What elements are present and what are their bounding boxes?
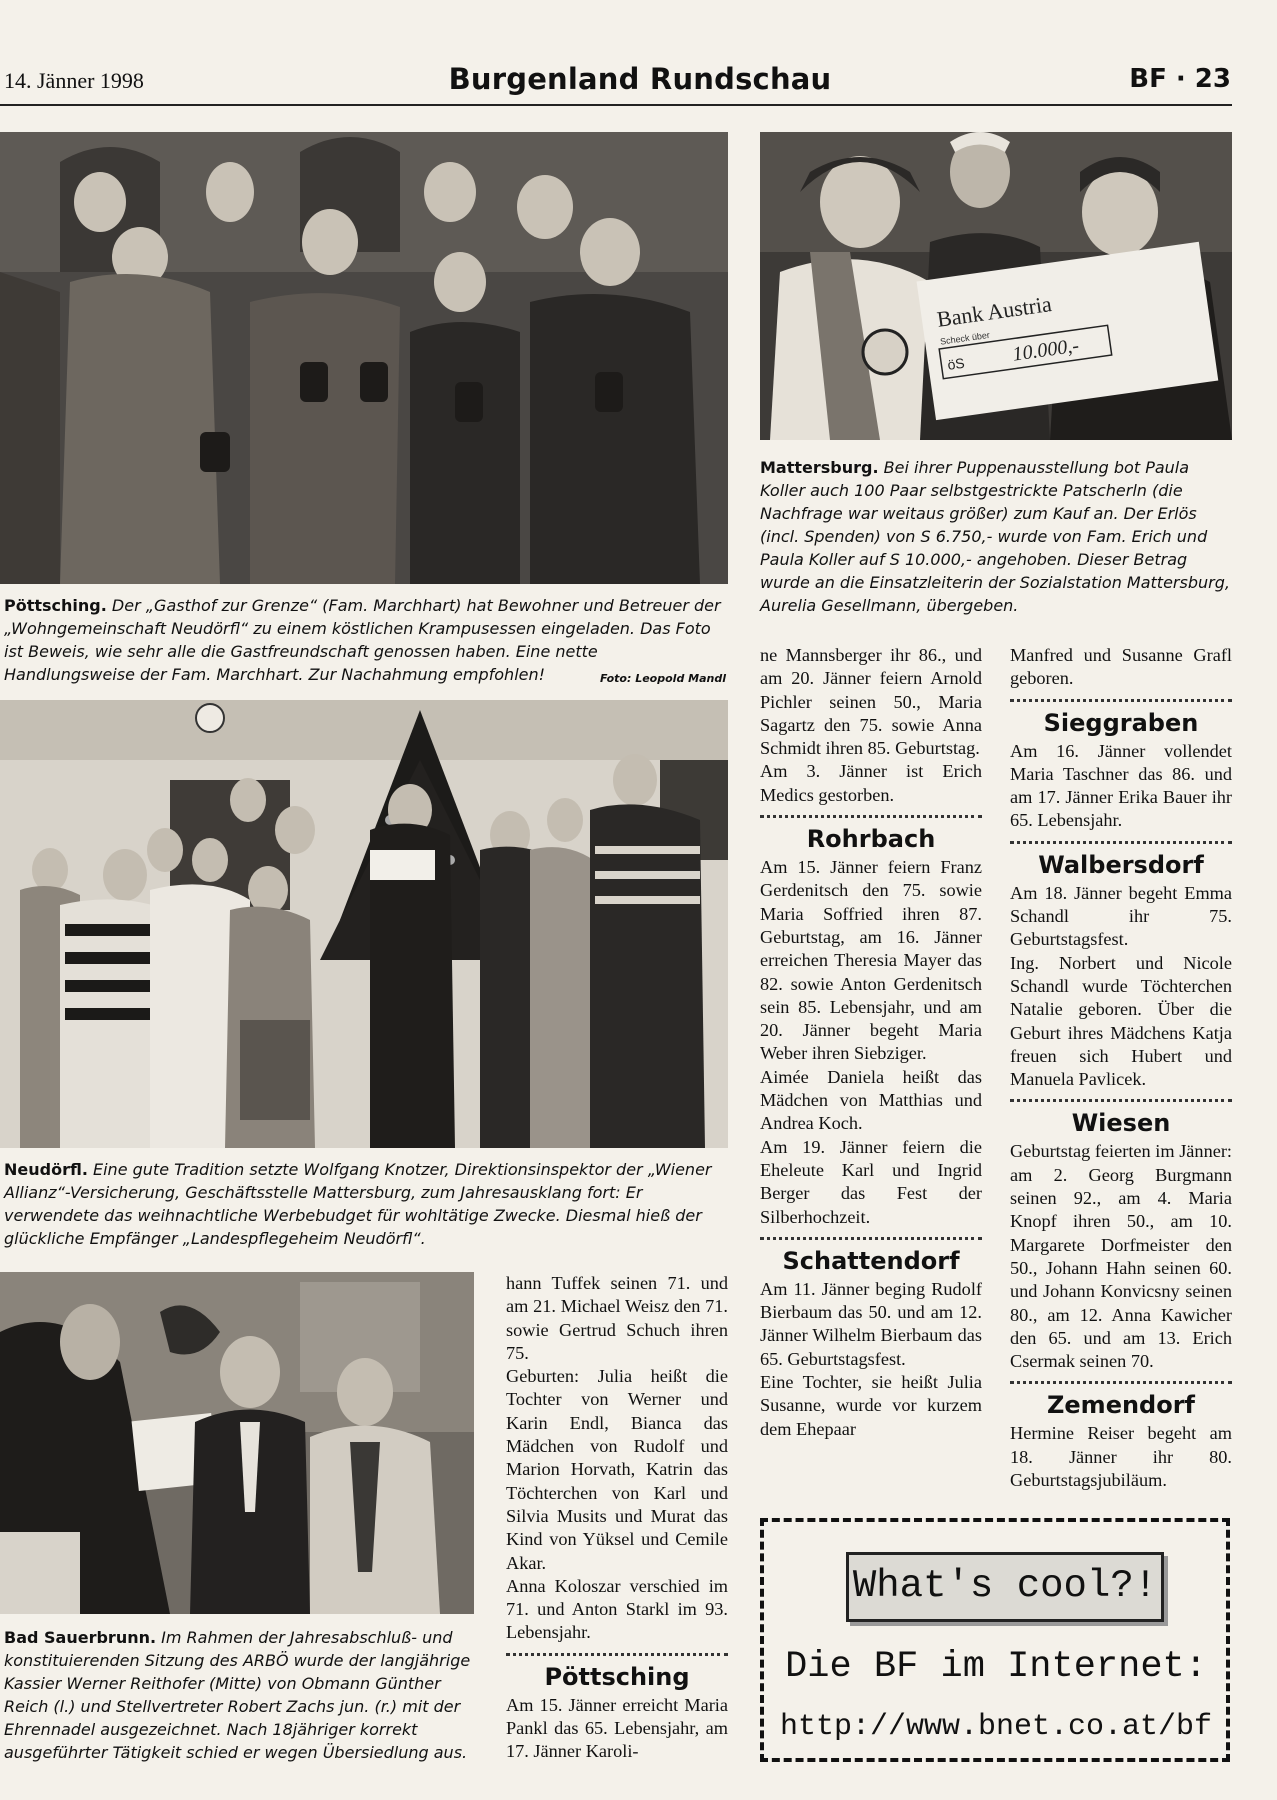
column-a — [506, 1272, 728, 1764]
ad-headline: Die BF im Internet: — [785, 1646, 1207, 1688]
caption-place: Pöttsching. — [4, 596, 107, 615]
caption-text: Im Rahmen der Jahresabschluß- und konstituierenden Sitzung des ARBÖ wurde der langjährige Kassier Werner Reithofer (Mitte) von Obmann Günther Reich (l.) und Stellvertreter Robert Zachs jun. (r.) mit der Ehrennadel ausgezeichnet. Nach 18jähriger korrekt ausgeführter Tätigkeit schied er wegen Übersiedlung aus. — [4, 1628, 471, 1762]
section-heading-zemendorf: Zemendorf — [1047, 1391, 1195, 1420]
column-c — [1010, 644, 1232, 1492]
internet-ad-box — [760, 1518, 1230, 1762]
poettsching-caption — [4, 594, 726, 690]
paragraph: Am 15. Jänner feiern Franz Gerdenitsch den 75. sowie Maria Soffried ihren 87. Geburtstag, am 16. Jänner erreichen Theresia Mayer das 82. sowie Anton Gerdenitsch sein 85. Lebensjahr, und am 20. Jänner begeht Maria Weber ihren Siebziger. — [760, 857, 982, 1064]
caption-text: Der „Gasthof zur Grenze“ (Fam. Marchhart) hat Bewohner und Betreuer der „Wohngemeinschaft Neudörfl“ zu einem köstlichen Krampusessen eingeladen. Das Foto ist Beweis, wie sehr alle die Gastfreundschaft genossen haben. Eine nette Handlungsweise der Fam. Marchhart. Zur Nachahmung empfohlen! — [4, 596, 721, 684]
bad-sauerbrunn-photo — [0, 1272, 474, 1614]
group-photo-icon — [0, 132, 728, 584]
paragraph: Am 19. Jänner feiern die Eheleute Karl und Ingrid Berger das Fest der Silberhochzeit. — [760, 1136, 982, 1227]
paragraph: Eine Tochter, sie heißt Julia Susanne, wurde vor kurzem dem Ehepaar — [760, 1372, 982, 1439]
cheque-photo-icon — [760, 132, 1232, 440]
section-divider — [1010, 699, 1232, 702]
section-divider — [1010, 1099, 1232, 1102]
paragraph: hann Tuffek seinen 71. und am 21. Michael Weisz den 71. sowie Gertrud Schuch ihren 75. — [506, 1273, 728, 1363]
section-divider — [1010, 1381, 1232, 1384]
paragraph: ne Mannsberger ihr 86., und am 20. Jänner feiern Arnold Pichler seinen 50., Maria Sagartz den 75. sowie Anna Schmidt ihren 85. Geburtstag. — [760, 645, 982, 759]
issue-date: 14. Jänner 1998 — [4, 68, 144, 93]
mattersburg-photo — [760, 132, 1232, 440]
photo-credit: Foto: Leopold Mandl — [599, 672, 726, 685]
paragraph: Am 11. Jänner beging Rudolf Bierbaum das 50. und am 12. Jänner Wilhelm Bierbaum das 65. Geburtstagsfest. — [760, 1278, 982, 1369]
section-heading-poettsching: Pöttsching — [544, 1662, 690, 1691]
section-divider — [506, 1653, 728, 1656]
section-heading-wiesen: Wiesen — [1071, 1109, 1171, 1138]
caption-place: Bad Sauerbrunn. — [4, 1628, 157, 1647]
neudoerfl-photo — [0, 700, 728, 1148]
paragraph: Am 16. Jänner vollendet Maria Taschner das 86. und am 17. Jänner Erika Bauer ihr 65. Lebensjahr. — [1010, 740, 1232, 831]
paragraph: Ing. Norbert und Nicole Schandl wurde Töchterchen Natalie geboren. Über die Geburt ihres Mädchens Katja freuen sich Hubert und Manuela Pavlicek. — [1010, 952, 1232, 1090]
section-divider — [760, 815, 982, 818]
paragraph: Am 3. Jänner ist Erich Medics gestorben. — [760, 761, 982, 805]
section-heading-rohrbach: Rohrbach — [806, 825, 936, 854]
bad-sauerbrunn-caption — [4, 1626, 474, 1764]
cheque-amount-text: 10.000,- — [1011, 334, 1081, 366]
cheque-currency-text: öS — [946, 354, 966, 373]
section-heading-schattendorf: Schattendorf — [782, 1246, 960, 1275]
newspaper-title: Burgenland Rundschau — [448, 62, 832, 96]
caption-place: Neudörfl. — [4, 1160, 88, 1179]
mattersburg-caption — [760, 456, 1232, 617]
header-rule — [0, 104, 1232, 106]
poettsching-photo — [0, 132, 728, 584]
ad-url-link[interactable]: http://www.bnet.co.at/bf — [779, 1710, 1213, 1744]
page-number: BF · 23 — [1129, 64, 1231, 94]
paragraph: Anna Koloszar verschied im 71. und Anton Starkl im 93. Lebensjahr. — [506, 1575, 728, 1643]
christmas-group-photo-icon — [0, 700, 728, 1148]
paragraph: Am 15. Jänner erreicht Maria Pankl das 65. Lebensjahr, am 17. Jänner Karoli- — [506, 1694, 728, 1762]
caption-text: Bei ihrer Puppenausstellung bot Paula Koller auch 100 Paar selbstgestrickte Patscherln (die Nachfrage war weitaus größer) zum Kauf an. Der Erlös (incl. Spenden) von S 6.750,- wurde von Fam. Erich und Paula Koller auf S 10.000,- angehoben. Dieser Betrag wurde an die Einsatzleiterin der Sozialstation Mattersburg, Aurelia Gesellmann, übergeben. — [760, 458, 1230, 615]
caption-text: Eine gute Tradition setzte Wolfgang Knotzer, Direktionsinspektor der „Wiener Allianz“-Versicherung, Geschäftsstelle Mattersburg, zum Jahresausklang fort: Er verwendete das weihnachtliche Werbebudget für wohltätige Zwecke. Diesmal hieß der glückliche Empfänger „Landespflegeheim Neudörfl“. — [4, 1160, 712, 1248]
column-b — [760, 644, 982, 1441]
section-heading-walbersdorf: Walbersdorf — [1038, 850, 1204, 879]
award-photo-icon — [0, 1272, 474, 1614]
section-divider — [1010, 841, 1232, 844]
caption-place: Mattersburg. — [760, 458, 879, 477]
paragraph: Hermine Reiser begeht am 18. Jänner ihr 80. Geburtstagsjubiläum. — [1010, 1423, 1232, 1491]
cheque-label-text: Scheck über — [939, 329, 991, 347]
section-divider — [760, 1237, 982, 1240]
cheque-bank-text: Bank Austria — [935, 291, 1054, 332]
paragraph: Am 18. Jänner begeht Emma Schandl ihr 75. Geburtstagsfest. — [1010, 882, 1232, 950]
paragraph: Geburten: Julia heißt die Tochter von Werner und Karin Endl, Bianca das Mädchen von Rudolf und Marion Horvath, Katrin das Töchterchen von Karl und Silvia Musits und Murat das Kind von Yüksel und Cemile Akar. — [506, 1366, 728, 1573]
ad-whats-cool: What's cool?! — [846, 1552, 1164, 1622]
section-heading-sieggraben: Sieggraben — [1043, 708, 1199, 737]
paragraph: Manfred und Susanne Grafl geboren. — [1010, 645, 1232, 689]
paragraph: Geburtstag feierten im Jänner: am 2. Georg Burgmann seinen 92., am 4. Maria Knopf ihren 50., am 10. Margarete Dorfmeister den 50., Johann Hahn seinen 60. und Johann Konvicsny seinen 80., am 12. Anna Kawicher den 65. und am 13. Erich Csermak seinen 70. — [1010, 1141, 1232, 1372]
neudoerfl-caption — [4, 1158, 728, 1250]
paragraph: Aimée Daniela heißt das Mädchen von Matthias und Andrea Koch. — [760, 1066, 982, 1134]
